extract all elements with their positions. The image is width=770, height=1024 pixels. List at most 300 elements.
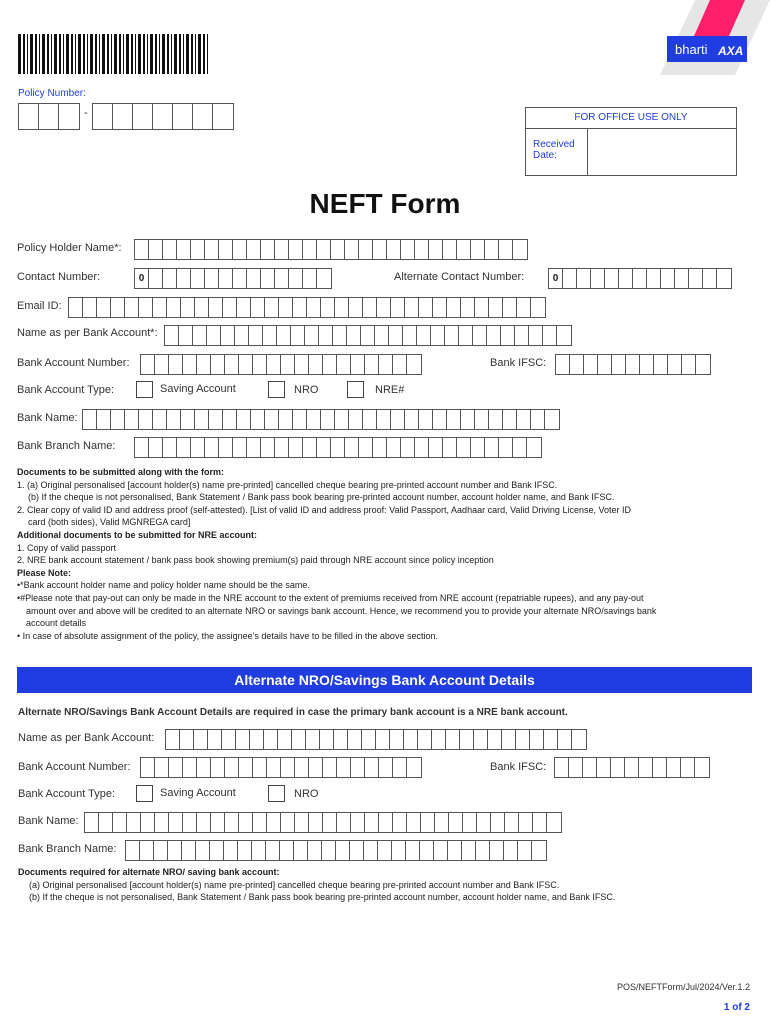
char-box[interactable] [264, 730, 278, 749]
char-box[interactable] [197, 813, 211, 832]
char-box[interactable] [457, 240, 471, 259]
char-box[interactable] [239, 355, 253, 374]
char-box[interactable] [583, 758, 597, 777]
char-box[interactable] [209, 410, 223, 429]
char-box[interactable] [83, 298, 97, 317]
char-box[interactable] [335, 410, 349, 429]
char-box[interactable] [393, 758, 407, 777]
char-box[interactable] [501, 326, 515, 345]
char-box[interactable] [490, 841, 504, 860]
char-box[interactable] [219, 269, 233, 288]
char-box[interactable] [420, 841, 434, 860]
char-box[interactable] [362, 730, 376, 749]
char-box[interactable] [322, 841, 336, 860]
char-box[interactable] [135, 240, 149, 259]
char-box[interactable] [351, 355, 365, 374]
bank-account-number-boxes[interactable] [140, 354, 422, 375]
char-box[interactable] [531, 298, 545, 317]
char-box[interactable] [387, 438, 401, 457]
char-box[interactable] [513, 240, 527, 259]
char-box[interactable] [475, 410, 489, 429]
char-box[interactable] [331, 240, 345, 259]
email-id-boxes[interactable] [68, 297, 546, 318]
char-box[interactable] [387, 240, 401, 259]
char-box[interactable] [489, 410, 503, 429]
char-box[interactable] [695, 758, 709, 777]
char-box[interactable] [577, 269, 591, 288]
char-box[interactable] [345, 438, 359, 457]
char-box[interactable] [191, 269, 205, 288]
char-box[interactable] [696, 355, 710, 374]
char-box[interactable] [219, 240, 233, 259]
char-box[interactable] [249, 326, 263, 345]
char-box[interactable] [279, 410, 293, 429]
char-box[interactable] [461, 298, 475, 317]
char-box[interactable] [407, 813, 421, 832]
char-box[interactable] [555, 758, 569, 777]
char-box[interactable] [281, 758, 295, 777]
char-box[interactable] [421, 813, 435, 832]
char-box[interactable] [183, 758, 197, 777]
char-box[interactable] [545, 410, 559, 429]
char-box[interactable] [169, 758, 183, 777]
char-box[interactable] [359, 438, 373, 457]
char-box[interactable] [223, 298, 237, 317]
char-box[interactable] [489, 298, 503, 317]
char-box[interactable] [265, 298, 279, 317]
char-box[interactable] [309, 813, 323, 832]
char-box[interactable] [431, 326, 445, 345]
char-box[interactable] [389, 326, 403, 345]
char-box[interactable] [605, 269, 619, 288]
char-box[interactable] [277, 326, 291, 345]
char-box[interactable] [99, 813, 113, 832]
char-box[interactable] [485, 438, 499, 457]
char-box[interactable] [126, 841, 140, 860]
char-box[interactable] [471, 438, 485, 457]
char-box[interactable] [443, 240, 457, 259]
char-box[interactable] [197, 758, 211, 777]
policy-holder-name-boxes[interactable] [134, 239, 528, 260]
alt-bank-ifsc-boxes[interactable] [554, 757, 710, 778]
char-box[interactable] [335, 298, 349, 317]
char-box[interactable] [211, 813, 225, 832]
char-box[interactable] [85, 813, 99, 832]
char-box[interactable] [303, 438, 317, 457]
char-box[interactable] [475, 298, 489, 317]
char-box[interactable] [251, 410, 265, 429]
char-box[interactable] [419, 298, 433, 317]
char-box[interactable] [406, 841, 420, 860]
char-box[interactable] [337, 813, 351, 832]
char-box[interactable] [267, 813, 281, 832]
char-box[interactable] [502, 730, 516, 749]
char-box[interactable] [303, 269, 317, 288]
char-box[interactable] [195, 298, 209, 317]
char-box[interactable] [222, 730, 236, 749]
char-box[interactable] [139, 410, 153, 429]
char-box[interactable] [263, 326, 277, 345]
char-box[interactable] [239, 813, 253, 832]
char-box[interactable] [471, 240, 485, 259]
char-box[interactable] [266, 841, 280, 860]
char-box[interactable] [279, 298, 293, 317]
char-box[interactable] [393, 813, 407, 832]
char-box[interactable] [253, 813, 267, 832]
char-box[interactable] [365, 355, 379, 374]
char-box[interactable] [403, 326, 417, 345]
char-box[interactable] [307, 410, 321, 429]
char-box[interactable] [429, 438, 443, 457]
char-box[interactable] [460, 730, 474, 749]
char-box[interactable] [317, 269, 331, 288]
char-box[interactable] [532, 841, 546, 860]
char-box[interactable] [183, 355, 197, 374]
bank-branch-name-boxes[interactable] [134, 437, 542, 458]
alt-bank-name-boxes[interactable] [84, 812, 562, 833]
char-box[interactable] [219, 438, 233, 457]
policy-number-part2[interactable] [92, 103, 234, 130]
char-box[interactable] [563, 269, 577, 288]
char-box[interactable] [265, 410, 279, 429]
char-box[interactable] [97, 410, 111, 429]
char-box[interactable] [405, 298, 419, 317]
char-box[interactable] [443, 438, 457, 457]
char-box[interactable] [251, 298, 265, 317]
char-box[interactable] [392, 841, 406, 860]
char-box[interactable] [331, 438, 345, 457]
char-box[interactable] [415, 240, 429, 259]
char-box[interactable] [569, 758, 583, 777]
char-box[interactable] [351, 813, 365, 832]
char-box[interactable] [111, 298, 125, 317]
char-box[interactable] [127, 813, 141, 832]
char-box[interactable] [463, 813, 477, 832]
char-box[interactable] [233, 269, 247, 288]
char-box[interactable] [377, 410, 391, 429]
char-box[interactable] [499, 438, 513, 457]
char-box[interactable] [135, 438, 149, 457]
char-box[interactable] [253, 758, 267, 777]
char-box[interactable] [668, 355, 682, 374]
char-box[interactable] [415, 438, 429, 457]
char-box[interactable] [363, 410, 377, 429]
char-box[interactable] [169, 355, 183, 374]
char-box[interactable] [639, 758, 653, 777]
char-box[interactable] [348, 730, 362, 749]
char-box[interactable] [323, 355, 337, 374]
char-box[interactable] [253, 355, 267, 374]
char-box[interactable] [211, 355, 225, 374]
char-box[interactable] [597, 758, 611, 777]
char-box[interactable] [488, 730, 502, 749]
char-box[interactable] [598, 355, 612, 374]
char-box[interactable] [280, 841, 294, 860]
char-box[interactable] [155, 355, 169, 374]
char-box[interactable] [193, 326, 207, 345]
char-box[interactable] [345, 240, 359, 259]
char-box[interactable] [473, 326, 487, 345]
char-box[interactable] [375, 326, 389, 345]
char-box[interactable] [165, 326, 179, 345]
char-box[interactable] [333, 326, 347, 345]
char-box[interactable] [461, 410, 475, 429]
char-box[interactable] [393, 355, 407, 374]
char-box[interactable] [717, 269, 731, 288]
char-box[interactable] [337, 355, 351, 374]
char-box[interactable] [517, 298, 531, 317]
char-box[interactable] [293, 298, 307, 317]
char-box[interactable] [289, 438, 303, 457]
char-box[interactable] [418, 730, 432, 749]
char-box[interactable] [529, 326, 543, 345]
char-box[interactable] [289, 269, 303, 288]
contact-number-boxes[interactable] [134, 268, 332, 289]
char-box[interactable] [379, 758, 393, 777]
char-box[interactable] [457, 438, 471, 457]
char-box[interactable] [667, 758, 681, 777]
char-box[interactable] [321, 298, 335, 317]
char-box[interactable] [292, 730, 306, 749]
alt-name-as-per-bank-boxes[interactable] [165, 729, 587, 750]
char-box[interactable] [294, 841, 308, 860]
char-box[interactable] [543, 326, 557, 345]
char-box[interactable] [499, 240, 513, 259]
char-box[interactable] [169, 813, 183, 832]
char-box[interactable] [163, 269, 177, 288]
char-box[interactable] [149, 240, 163, 259]
char-box[interactable] [141, 355, 155, 374]
char-box[interactable] [373, 240, 387, 259]
char-box[interactable] [350, 841, 364, 860]
nre-checkbox[interactable] [347, 381, 364, 398]
char-box[interactable] [446, 730, 460, 749]
char-box[interactable] [267, 758, 281, 777]
char-box[interactable] [404, 730, 418, 749]
char-box[interactable] [183, 813, 197, 832]
char-box[interactable] [570, 355, 584, 374]
char-box[interactable] [194, 730, 208, 749]
char-box[interactable] [211, 758, 225, 777]
char-box[interactable] [547, 813, 561, 832]
char-box[interactable] [401, 438, 415, 457]
char-box[interactable] [168, 841, 182, 860]
char-box[interactable] [544, 730, 558, 749]
char-box[interactable] [167, 410, 181, 429]
char-box[interactable] [429, 240, 443, 259]
char-box[interactable] [513, 438, 527, 457]
char-box[interactable] [289, 240, 303, 259]
char-box[interactable] [69, 298, 83, 317]
char-box[interactable] [177, 269, 191, 288]
char-box[interactable] [417, 326, 431, 345]
char-box[interactable] [405, 410, 419, 429]
char-box[interactable] [155, 758, 169, 777]
nro-checkbox[interactable] [268, 381, 285, 398]
char-box[interactable] [309, 758, 323, 777]
char-box[interactable] [503, 410, 517, 429]
char-box[interactable] [149, 438, 163, 457]
char-box[interactable] [448, 841, 462, 860]
char-box[interactable] [205, 269, 219, 288]
char-box[interactable] [141, 758, 155, 777]
char-box[interactable] [519, 813, 533, 832]
char-box[interactable] [225, 355, 239, 374]
char-box[interactable] [235, 326, 249, 345]
char-box[interactable] [504, 841, 518, 860]
char-box[interactable] [640, 355, 654, 374]
char-box[interactable] [703, 269, 717, 288]
bank-name-boxes[interactable] [82, 409, 560, 430]
char-box[interactable] [681, 758, 695, 777]
char-box[interactable] [633, 269, 647, 288]
char-box[interactable] [419, 410, 433, 429]
char-box[interactable] [654, 355, 668, 374]
char-box[interactable] [363, 298, 377, 317]
char-box[interactable] [376, 730, 390, 749]
char-box[interactable] [373, 438, 387, 457]
char-box[interactable] [533, 813, 547, 832]
char-box[interactable] [379, 813, 393, 832]
char-box[interactable] [477, 813, 491, 832]
char-box[interactable] [321, 410, 335, 429]
char-box[interactable] [163, 240, 177, 259]
char-box[interactable] [378, 841, 392, 860]
char-box[interactable] [177, 240, 191, 259]
char-box[interactable] [295, 758, 309, 777]
char-box[interactable] [447, 410, 461, 429]
char-box[interactable] [505, 813, 519, 832]
char-box[interactable] [239, 758, 253, 777]
char-box[interactable] [359, 240, 373, 259]
char-box[interactable] [591, 269, 605, 288]
char-box[interactable] [319, 326, 333, 345]
char-box[interactable] [275, 269, 289, 288]
char-box[interactable] [210, 841, 224, 860]
char-box[interactable] [625, 758, 639, 777]
char-box[interactable] [139, 298, 153, 317]
char-box[interactable] [295, 355, 309, 374]
char-box[interactable] [166, 730, 180, 749]
char-box[interactable] [252, 841, 266, 860]
char-box[interactable] [205, 240, 219, 259]
char-box[interactable] [432, 730, 446, 749]
alt-bank-branch-name-boxes[interactable] [125, 840, 547, 861]
char-box[interactable] [365, 813, 379, 832]
char-box[interactable] [224, 841, 238, 860]
char-box[interactable] [177, 438, 191, 457]
char-box[interactable] [233, 438, 247, 457]
char-box[interactable] [238, 841, 252, 860]
char-box[interactable] [191, 438, 205, 457]
char-box[interactable] [154, 841, 168, 860]
char-box[interactable] [462, 841, 476, 860]
char-box[interactable] [653, 758, 667, 777]
char-box[interactable] [247, 438, 261, 457]
alt-bank-account-number-boxes[interactable] [140, 757, 422, 778]
char-box[interactable] [111, 410, 125, 429]
char-box[interactable] [320, 730, 334, 749]
bank-ifsc-boxes[interactable] [555, 354, 711, 375]
name-as-per-bank-boxes[interactable] [164, 325, 572, 346]
char-box[interactable] [682, 355, 696, 374]
char-box[interactable] [485, 240, 499, 259]
char-box[interactable] [584, 355, 598, 374]
char-box[interactable] [361, 326, 375, 345]
char-box[interactable] [141, 813, 155, 832]
char-box[interactable] [261, 240, 275, 259]
char-box[interactable] [364, 841, 378, 860]
char-box[interactable] [619, 269, 633, 288]
char-box[interactable] [179, 326, 193, 345]
char-box[interactable] [236, 730, 250, 749]
char-box[interactable] [182, 841, 196, 860]
char-box[interactable] [612, 355, 626, 374]
char-box[interactable] [518, 841, 532, 860]
char-box[interactable] [196, 841, 210, 860]
char-box[interactable] [379, 355, 393, 374]
char-box[interactable] [515, 326, 529, 345]
char-box[interactable] [97, 298, 111, 317]
char-box[interactable] [487, 326, 501, 345]
char-box[interactable] [401, 240, 415, 259]
char-box[interactable] [180, 730, 194, 749]
char-box[interactable] [306, 730, 320, 749]
char-box[interactable] [626, 355, 640, 374]
char-box[interactable] [293, 410, 307, 429]
char-box[interactable] [181, 298, 195, 317]
char-box[interactable] [449, 813, 463, 832]
char-box[interactable] [281, 813, 295, 832]
char-box[interactable] [303, 240, 317, 259]
char-box[interactable] [223, 410, 237, 429]
char-box[interactable] [295, 813, 309, 832]
char-box[interactable] [209, 298, 223, 317]
char-box[interactable] [153, 410, 167, 429]
char-box[interactable] [181, 410, 195, 429]
char-box[interactable] [572, 730, 586, 749]
char-box[interactable] [611, 758, 625, 777]
char-box[interactable] [334, 730, 348, 749]
char-box[interactable] [307, 298, 321, 317]
char-box[interactable] [349, 410, 363, 429]
char-box[interactable] [233, 240, 247, 259]
char-box[interactable] [125, 298, 139, 317]
saving-account-checkbox[interactable] [136, 381, 153, 398]
char-box[interactable] [337, 758, 351, 777]
alternate-contact-number-boxes[interactable] [548, 268, 732, 289]
char-box[interactable] [530, 730, 544, 749]
char-box[interactable] [207, 326, 221, 345]
char-box[interactable] [390, 730, 404, 749]
char-box[interactable] [267, 355, 281, 374]
char-box[interactable] [517, 410, 531, 429]
char-box[interactable] [503, 298, 517, 317]
char-box[interactable] [349, 298, 363, 317]
char-box[interactable] [689, 269, 703, 288]
char-box[interactable] [323, 758, 337, 777]
char-box[interactable] [434, 841, 448, 860]
char-box[interactable] [275, 438, 289, 457]
char-box[interactable] [261, 269, 275, 288]
char-box[interactable] [391, 298, 405, 317]
char-box[interactable] [197, 355, 211, 374]
alt-nro-checkbox[interactable] [268, 785, 285, 802]
char-box[interactable] [291, 326, 305, 345]
char-box[interactable] [225, 758, 239, 777]
char-box[interactable] [221, 326, 235, 345]
char-box[interactable] [647, 269, 661, 288]
